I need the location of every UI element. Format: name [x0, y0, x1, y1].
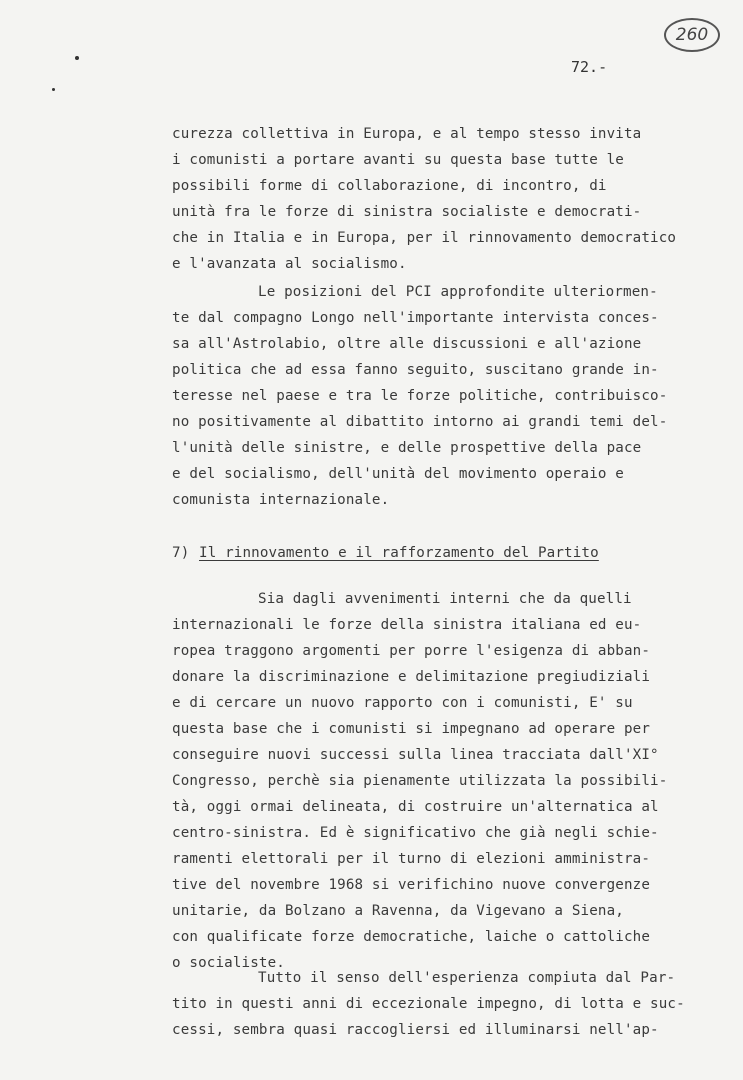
text-line: centro-sinistra. Ed è significativo che già negli schie- [172, 825, 659, 841]
text-line: conseguire nuovi successi sulla linea tracciata dall'XI° [172, 747, 659, 763]
text-line: curezza collettiva in Europa, e al tempo stesso invita [172, 126, 642, 142]
text-line: o socialiste. [172, 955, 285, 971]
text-line: ropea traggono argomenti per porre l'esigenza di abban- [172, 643, 651, 659]
section-heading: Il rinnovamento e il rafforzamento del Partito [199, 545, 599, 561]
text-line: con qualificate forze democratiche, laiche o cattoliche [172, 929, 651, 945]
margin-dot [52, 88, 55, 91]
text-line: possibili forme di collaborazione, di incontro, di [172, 178, 607, 194]
text-line: tà, oggi ormai delineata, di costruire un'alternatica al [172, 799, 659, 815]
margin-dot [75, 56, 79, 60]
text-line: questa base che i comunisti si impegnano ad operare per [172, 721, 651, 737]
text-line: tito in questi anni di eccezionale impegno, di lotta e suc- [172, 996, 685, 1012]
text-line: teresse nel paese e tra le forze politiche, contribuisco- [172, 388, 668, 404]
text-line: i comunisti a portare avanti su questa base tutte le [172, 152, 624, 168]
text-line: Sia dagli avvenimenti interni che da quelli [258, 591, 632, 607]
text-line: internazionali le forze della sinistra italiana ed eu- [172, 617, 642, 633]
text-line: Tutto il senso dell'esperienza compiuta dal Par- [258, 970, 676, 986]
text-line: unitarie, da Bolzano a Ravenna, da Vigevano a Siena, [172, 903, 624, 919]
text-line: donare la discriminazione e delimitazione pregiudiziali [172, 669, 651, 685]
text-line: no positivamente al dibattito intorno ai grandi temi del- [172, 414, 668, 430]
text-line: te dal compagno Longo nell'importante intervista conces- [172, 310, 659, 326]
text-line: comunista internazionale. [172, 492, 390, 508]
page-number: 72.- [571, 58, 608, 76]
text-line: Congresso, perchè sia pienamente utilizzata la possibili- [172, 773, 668, 789]
text-line: politica che ad essa fanno seguito, suscitano grande in- [172, 362, 659, 378]
text-line: e di cercare un nuovo rapporto con i comunisti, E' su [172, 695, 633, 711]
section-number: 7) [172, 545, 190, 561]
text-line: ramenti elettorali per il turno di elezioni amministra- [172, 851, 651, 867]
text-line: cessi, sembra quasi raccogliersi ed illuminarsi nell'ap- [172, 1022, 659, 1038]
text-line: sa all'Astrolabio, oltre alle discussioni e all'azione [172, 336, 642, 352]
page-stamp: 260 [664, 18, 720, 52]
text-line: che in Italia e in Europa, per il rinnovamento democratico [172, 230, 677, 246]
text-line: tive del novembre 1968 si verifichino nuove convergenze [172, 877, 651, 893]
text-line: e del socialismo, dell'unità del movimento operaio e [172, 466, 624, 482]
text-line: l'unità delle sinistre, e delle prospettive della pace [172, 440, 642, 456]
text-line: Le posizioni del PCI approfondite ulteriormen- [258, 284, 658, 300]
text-line: unità fra le forze di sinistra socialiste e democrati- [172, 204, 642, 220]
text-line: e l'avanzata al socialismo. [172, 256, 407, 272]
